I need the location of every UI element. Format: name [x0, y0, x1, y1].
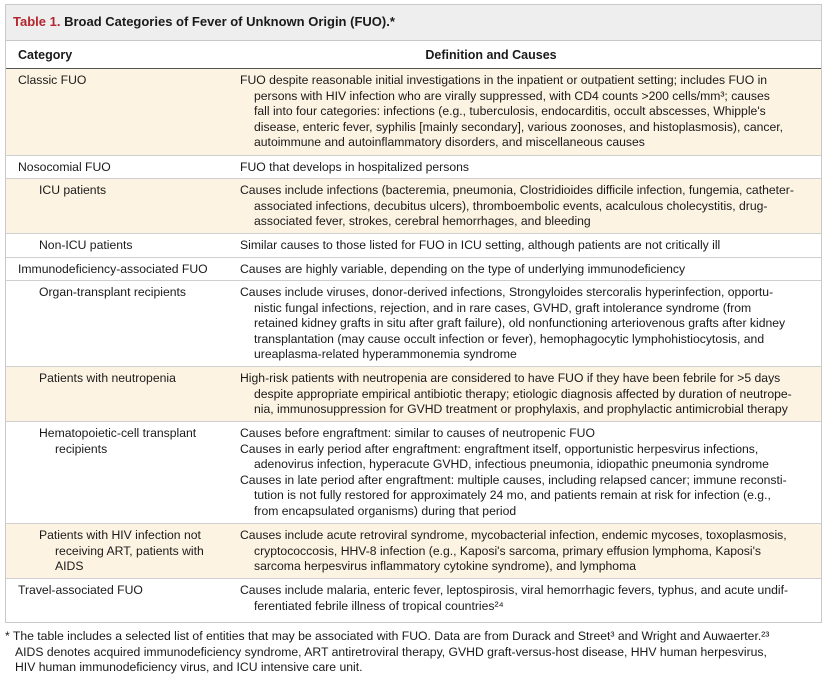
table-row [6, 281, 821, 367]
row-category: ICU patients [39, 183, 107, 197]
table-row [6, 234, 821, 258]
row-definition: Causes include acute retroviral syndrome, mycobacterial infection, endemic mycoses, toxoplasmosis, cryptococcosis, HHV-8 infection (e.g., Kaposi's sarcoma, primary effusion lymphoma, Kaposi's sarcoma herpesvirus inflammatory cytokine syndrome), and lymphoma [240, 528, 787, 574]
row-definition: Similar causes to those listed for FUO in ICU setting, although patients are not critically ill [240, 238, 721, 252]
table-row [6, 156, 821, 179]
table-row [6, 524, 821, 579]
header-definition: Definition and Causes [425, 48, 557, 62]
table-footnote: * The table includes a selected list of entities that may be associated with FUO. Data are from Durack and Street³ and Wright and Auwaerter.²³ AIDS denotes acquired immunodeficiency syndrome, ART antiretroviral therapy, GVHD graft-versus-host disease, HHV human herpesvirus, HIV human immunodeficiency virus, and ICU intensive care unit. [5, 629, 770, 675]
table-title-bar [6, 5, 821, 41]
table-row [6, 69, 821, 156]
row-definition: Causes include viruses, donor-derived infections, Strongyloides stercoralis hyperinfection, opportu- nistic fungal infections, rejection, and in rare cases, GVHD, graft intolerance syndrome (from retained kidney grafts in situ after graft failure), old nonfunctioning arteriovenous grafts after kidney transplantation (may cause occult infection or fever), hemophagocytic lymphohistiocytosis, and ureaplasma-related hyperammonemia syndrome [240, 285, 786, 362]
table-row [6, 258, 821, 281]
row-definition: Causes before engraftment: similar to causes of neutropenic FUO Causes in early period after engraftment: engraftment itself, opportunistic herpesvirus infections, adenovirus infection, hyperacute GVHD, infectious pneumonia, idiopathic pneumonia syndrome Causes in late period after engraftment: multiple causes, including relapsed cancer; immune reconsti- tution is not fully restored for approximately 24 mo, and patients remain at risk for infection (e.g., from encapsulated organisms) during that period [240, 426, 787, 518]
row-definition: Causes include infections (bacteremia, pneumonia, Clostridioides difficile infection, fungemia, catheter- associated infections, decubitus ulcers), thromboembolic events, acalculous cholecystitis, drug- associated fever, strokes, cerebral hemorrhages, and bleeding [240, 183, 794, 229]
row-category: Classic FUO [18, 73, 87, 87]
table-row [6, 367, 821, 422]
row-definition: Causes include malaria, enteric fever, leptospirosis, viral hemorrhagic fevers, typhus, and acute undif- ferentiated febrile illness of tropical countries²⁴ [240, 583, 789, 613]
row-definition: FUO that develops in hospitalized persons [240, 160, 469, 174]
header-category: Category [18, 48, 73, 62]
row-category: Patients with neutropenia [39, 371, 176, 385]
row-category: Nosocomial FUO [18, 160, 111, 174]
row-category: Immunodeficiency-associated FUO [18, 262, 208, 276]
row-category: Patients with HIV infection not receiving ART, patients with AIDS [39, 528, 204, 574]
table-row [6, 422, 821, 524]
table-title: Broad Categories of Fever of Unknown Origin (FUO).* [64, 14, 395, 29]
row-definition: High-risk patients with neutropenia are considered to have FUO if they have been febrile for >5 days despite appropriate empirical antibiotic therapy; etiologic diagnosis affected by duration of neutrope- nia, immunosuppression for GVHD treatment or prophylaxis, and prophylactic antimicrobial therapy [240, 371, 792, 417]
table-header [6, 41, 821, 69]
row-category: Non-ICU patients [39, 238, 133, 252]
row-definition: FUO despite reasonable initial investigations in the inpatient or outpatient setting; includes FUO in persons with HIV infection who are virally suppressed, with CD4 counts >200 cells/mm³; causes fall into four categories: infections (e.g., tuberculosis, endocarditis, occult abscesses, Whipple's disease, enteric fever, syphilis [mainly secondary], various zoonoses, and histoplasmosis), cancer, autoimmune and autoinflammatory disorders, and miscellaneous causes [240, 73, 784, 150]
table-frame [5, 4, 822, 623]
row-category: Organ-transplant recipients [39, 285, 186, 299]
row-definition: Causes are highly variable, depending on the type of underlying immunodeficiency [240, 262, 686, 276]
table-row [6, 179, 821, 234]
row-category: Hematopoietic-cell transplant recipients [39, 426, 197, 456]
table-row [6, 579, 821, 623]
table-label: Table 1. [13, 14, 61, 29]
row-category: Travel-associated FUO [18, 583, 143, 597]
